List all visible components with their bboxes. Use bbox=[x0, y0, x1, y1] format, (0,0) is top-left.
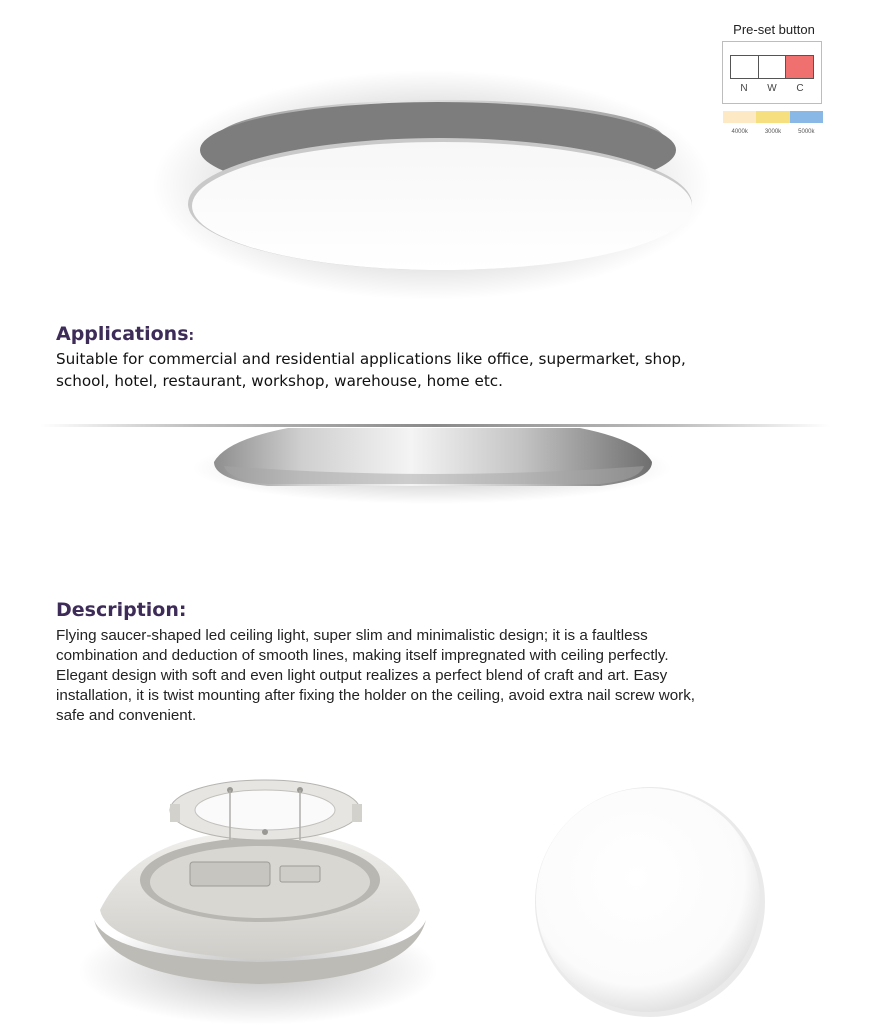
switch-segment-w bbox=[758, 56, 786, 78]
product-image-front bbox=[530, 780, 780, 1030]
swatch-label-4000k: 4000k bbox=[731, 129, 748, 135]
description-line: Flying saucer-shaped led ceiling light, super slim and minimalistic design; it is a faultless bbox=[56, 627, 648, 644]
description-heading: Description: bbox=[56, 599, 187, 621]
product-image-mounting bbox=[80, 770, 440, 1030]
swatch-5000k bbox=[790, 111, 823, 123]
description-line: combination and deduction of smooth lines, making itself impregnated with ceiling perfectly. bbox=[56, 647, 669, 664]
applications-text bbox=[56, 348, 836, 392]
swatch-label-5000k: 5000k bbox=[798, 129, 815, 135]
applications-line: school, hotel, restaurant, workshop, warehouse, home etc. bbox=[56, 372, 503, 390]
applications-heading-colon: : bbox=[188, 328, 195, 344]
swatch-label-3000k: 3000k bbox=[764, 129, 782, 135]
applications-line: Suitable for commercial and residential applications like office, supermarket, shop, bbox=[56, 350, 686, 368]
color-temperature-swatches bbox=[723, 111, 823, 123]
description-line: Elegant design with soft and even light output realizes a perfect blend of craft and art. Easy bbox=[56, 667, 668, 684]
description-line: installation, it is twist mounting after fixing the holder on the ceiling, avoid extra nail screw work, bbox=[56, 687, 696, 704]
preset-button-title: Pre-set button bbox=[733, 22, 815, 37]
switch-labels bbox=[730, 83, 814, 94]
swatch-4000k bbox=[723, 111, 756, 123]
applications-heading bbox=[56, 323, 194, 345]
switch-segment-n bbox=[731, 56, 758, 78]
switch-label-c: C bbox=[796, 83, 804, 94]
switch-label-w: W bbox=[767, 83, 777, 94]
product-image-side bbox=[0, 410, 877, 510]
description-line: safe and convenient. bbox=[56, 707, 197, 724]
preset-switch bbox=[730, 55, 814, 79]
description-text bbox=[56, 626, 846, 726]
applications-heading-text: Applications bbox=[56, 323, 189, 345]
switch-segment-c bbox=[785, 56, 813, 78]
swatch-labels bbox=[723, 129, 823, 135]
swatch-3000k bbox=[756, 111, 789, 123]
switch-label-n: N bbox=[740, 83, 748, 94]
